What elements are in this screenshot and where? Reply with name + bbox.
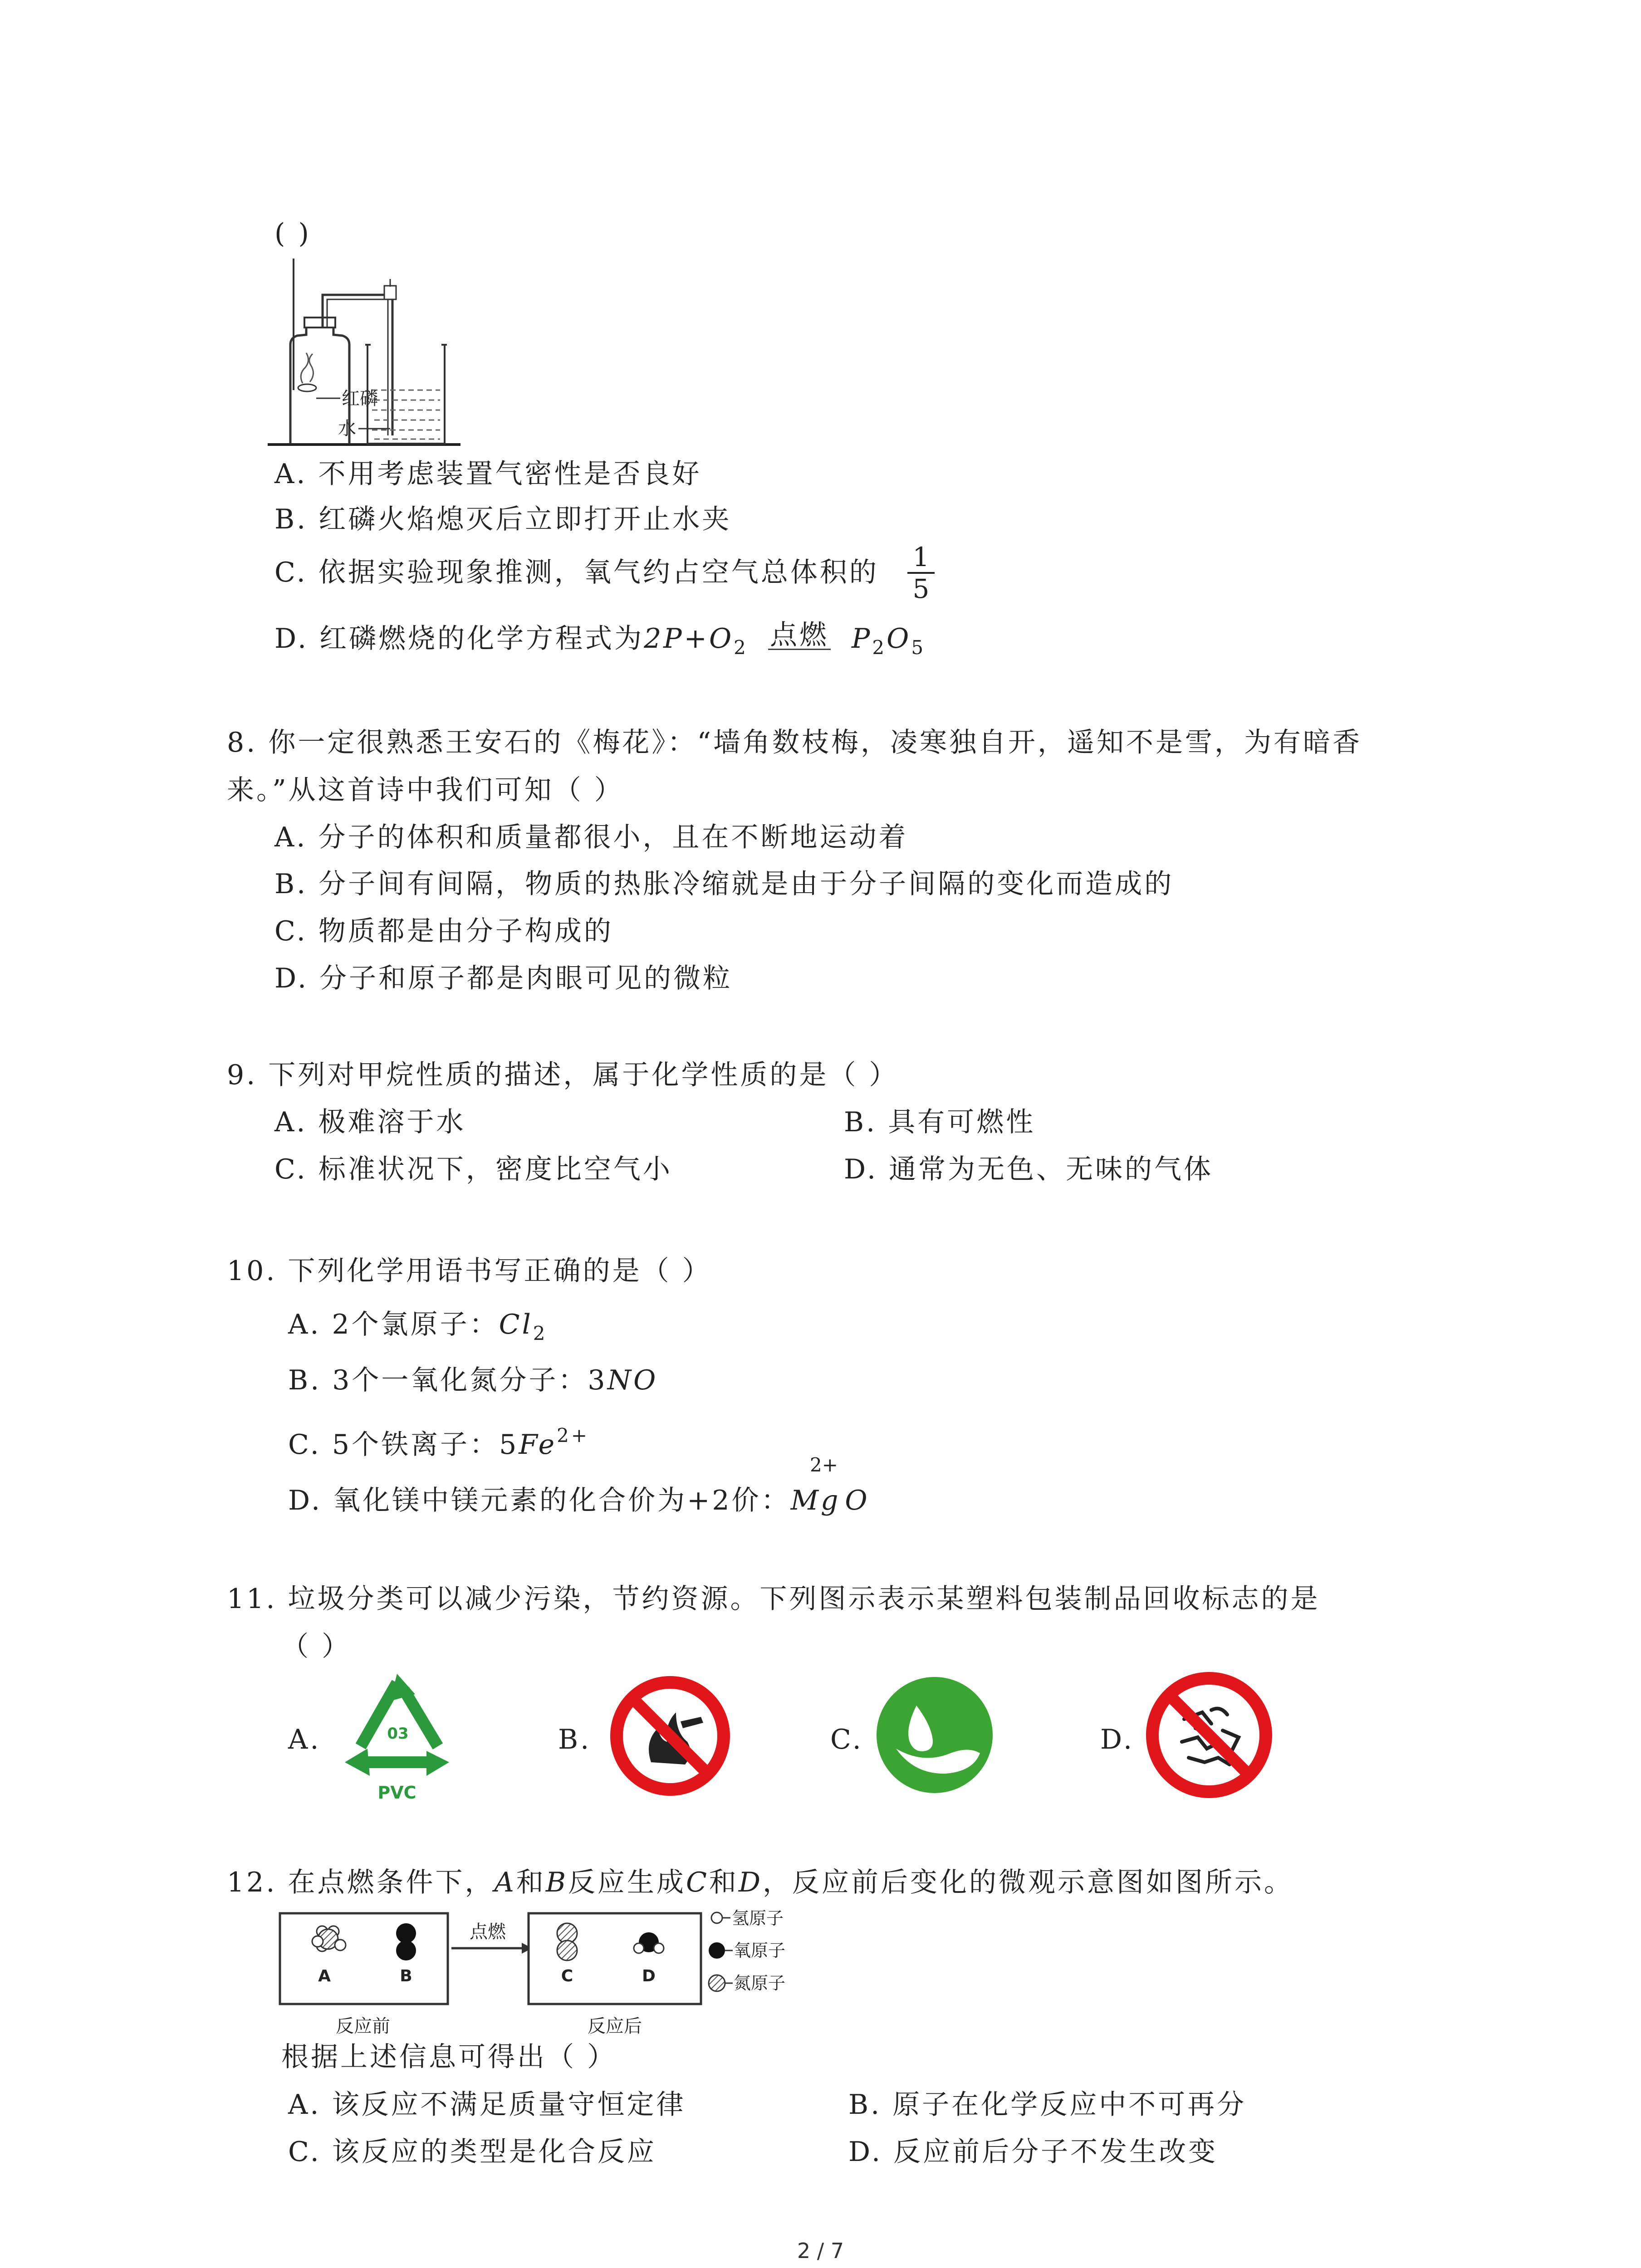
legend-nitrogen: 氮原子 [734, 1973, 786, 1993]
label-water: 水 [338, 418, 356, 439]
q11-blank: （ ） [281, 1631, 352, 1662]
q10-option-b: B. 3个一氧化氮分子：3NO [288, 1364, 658, 1396]
q8-option-d: D. 分子和原子都是肉眼可见的微粒 [274, 963, 733, 994]
q9-option-c: C. 标准状况下，密度比空气小 [274, 1154, 672, 1185]
after-label: 反应后 [588, 2016, 642, 2037]
q12-option-a: A. 该反应不满足质量守恒定律 [288, 2089, 686, 2121]
legend-oxygen: 氧原子 [734, 1941, 786, 1960]
green-logo-icon [873, 1674, 996, 1796]
q10-stem: 10. 下列化学用语书写正确的是（ ） [227, 1255, 712, 1287]
q7-fraction: 1 5 [907, 542, 935, 604]
recycle-pvc-icon [336, 1669, 458, 1810]
q10-option-a: A. 2个氯原子：$Cl_2$ [288, 1309, 548, 1344]
q12-option-d: D. 反应前后分子不发生改变 [848, 2136, 1218, 2168]
q8-option-a: A. 分子的体积和质量都很小，且在不断地运动着 [274, 821, 908, 853]
q9-option-b: B. 具有可燃性 [844, 1106, 1036, 1138]
q12-reaction-diagram [274, 1905, 826, 2043]
q8-option-c: C. 物质都是由分子构成的 [274, 915, 613, 947]
q8-stem-line2: 来。”从这首诗中我们可知（ ） [227, 774, 624, 806]
q7-apparatus-figure [265, 254, 465, 447]
q12-option-c: C. 该反应的类型是化合反应 [288, 2136, 656, 2168]
q10-option-d: D. 氧化镁中镁元素的化合价为+2价：Mg O [288, 1485, 870, 1516]
q9-option-a: A. 极难溶于水 [274, 1106, 466, 1138]
q7-answer-blank: ( ) [274, 218, 311, 249]
q12-lead: 根据上述信息可得出（ ） [281, 2041, 617, 2073]
legend-hydrogen: 氢原子 [732, 1908, 784, 1928]
before-label: 反应前 [336, 2016, 390, 2037]
recycle-material: PVC [377, 1783, 416, 1803]
q9-stem: 9. 下列对甲烷性质的描述，属于化学性质的是（ ） [227, 1059, 899, 1091]
label-red-phosphorus: 红磷 [342, 388, 378, 409]
q8-option-b: B. 分子间有间隔，物质的热胀冷缩就是由于分子间隔的变化而造成的 [274, 868, 1174, 900]
q11-label-c: C. [830, 1724, 863, 1755]
q11-label-b: B. [558, 1724, 592, 1755]
q7-option-d: D. 红磷燃烧的化学方程式为$2P+O_2$ 点燃 $P_2O_5$ [274, 619, 926, 659]
page-number: 2 / 7 [797, 2239, 844, 2263]
arrow-condition: 点燃 [470, 1921, 506, 1942]
valence-mark: 2+ [810, 1454, 838, 1476]
q12-stem: 12. 在点燃条件下，A和B反应生成C和D，反应前后变化的微观示意图如图所示。 [227, 1867, 1293, 1898]
no-fire-icon [608, 1674, 733, 1799]
recycle-code: 03 [387, 1725, 409, 1743]
mol-b-label: B [400, 1967, 412, 1985]
q7-option-b: B. 红磷火焰熄灭后立即打开止水夹 [274, 503, 732, 535]
mol-a-label: A [318, 1967, 331, 1985]
q7-option-c: C. 依据实验现象推测，氧气约占空气总体积的 [274, 557, 879, 588]
ignite-condition: 点燃 [768, 621, 831, 650]
q11-label-a: A. [288, 1724, 321, 1755]
q11-label-d: D. [1100, 1724, 1135, 1755]
q12-option-b: B. 原子在化学反应中不可再分 [848, 2089, 1247, 2121]
mol-c-label: C [561, 1967, 573, 1985]
q8-stem-line1: 8. 你一定很熟悉王安石的《梅花》：“墙角数枝梅，凌寒独自开，遥知不是雪，为有暗香 [227, 727, 1362, 758]
mol-d-label: D [642, 1967, 656, 1985]
q11-stem: 11. 垃圾分类可以减少污染，节约资源。下列图示表示某塑料包装制品回收标志的是 [227, 1583, 1320, 1615]
q7-option-a: A. 不用考虑装置气密性是否良好 [274, 458, 702, 490]
q9-option-d: D. 通常为无色、无味的气体 [844, 1154, 1214, 1185]
no-discard-icon [1143, 1669, 1275, 1801]
q10-option-c: C. 5个铁离子：$5Fe^{2+}$ [288, 1424, 590, 1461]
